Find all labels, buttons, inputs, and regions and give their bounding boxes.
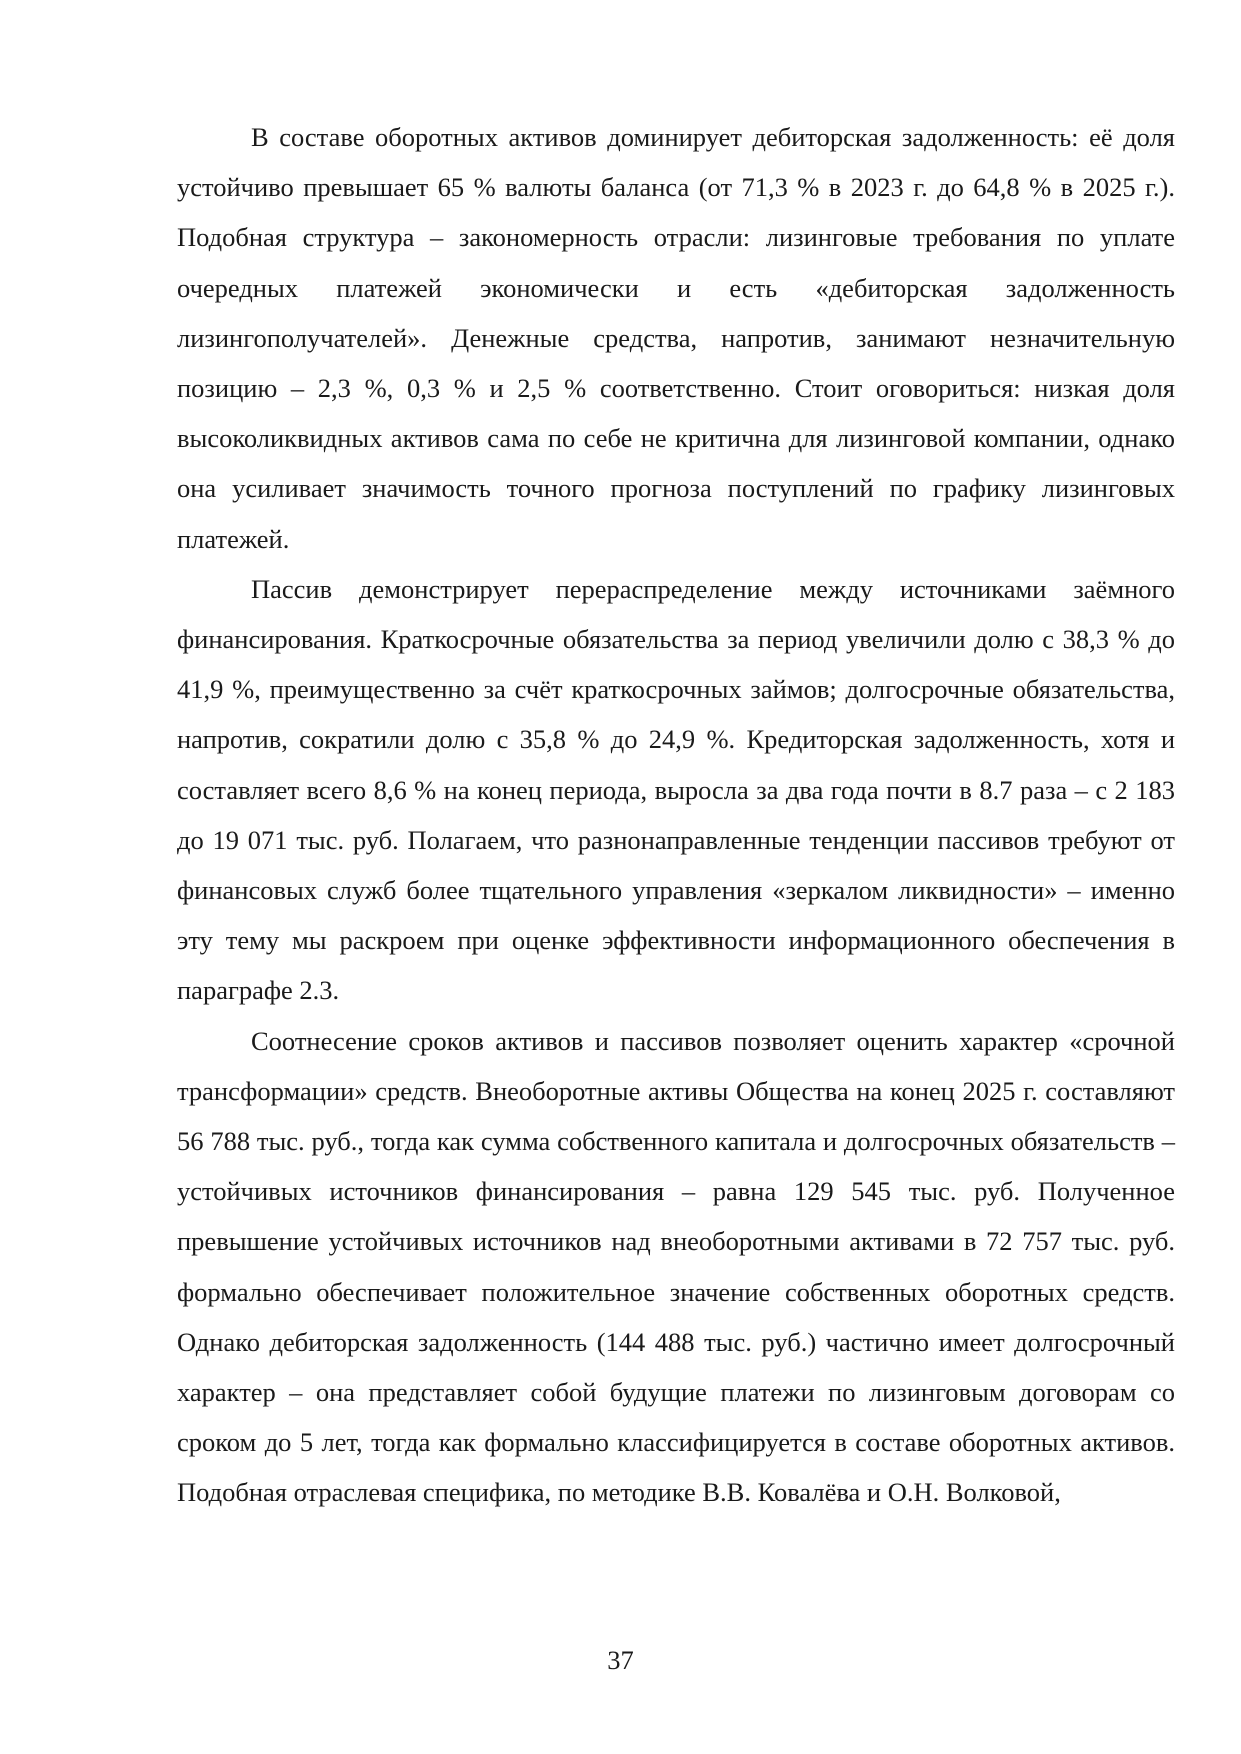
paragraph-2: Пассив демонстрирует перераспределение между источниками заёмного финансирования. Краткосрочные обязательства за период увеличили долю с 38,3 % до 41,9 %, преимущественно за счёт краткосрочных займов; долгосрочные обязательства, напротив, сократили долю с 35,8 % до 24,9 %. Кредиторская задолженность, хотя и составляет всего 8,6 % на конец периода, выросла за два года почти в 8.7 раза – с 2 183 до 19 071 тыс. руб. Полагаем, что разнонаправленные тенденции пассивов требуют от финансовых служб более тщательного управления «зеркалом ликвидности» – именно эту тему мы раскроем при оценке эффективности информационного обеспечения в параграфе 2.3. [177,573,1175,1006]
page-number: 37 [607,1645,634,1675]
body-text [177,112,1175,1518]
paragraph-1: В составе оборотных активов доминирует дебиторская задолженность: её доля устойчиво превышает 65 % валюты баланса (от 71,3 % в 2023 г. до 64,8 % в 2025 г.). Подобная структура – закономерность отрасли: лизинговые требования по уплате очередных платежей экономически и есть «дебиторская задолженность лизингополучателей». Денежные средства, напротив, занимают незначительную позицию – 2,3 %, 0,3 % и 2,5 % соответственно. Стоит оговориться: низкая доля высоколиквидных активов сама по себе не критична для лизинговой компании, однако она усиливает значимость точного прогноза поступлений по графику лизинговых платежей. [177,122,1175,554]
paragraph-3: Соотнесение сроков активов и пассивов позволяет оценить характер «срочной трансформации» средств. Внеоборотные активы Общества на конец 2025 г. составляют 56 788 тыс. руб., тогда как сумма собственного капитала и долгосрочных обязательств – устойчивых источников финансирования – равна 129 545 тыс. руб. Полученное превышение устойчивых источников над внеоборотными активами в 72 757 тыс. руб. формально обеспечивает положительное значение собственных оборотных средств. Однако дебиторская задолженность (144 488 тыс. руб.) частично имеет долгосрочный характер – она представляет собой будущие платежи по лизинговым договорам со сроком до 5 лет, тогда как формально классифицируется в составе оборотных активов. Подобная отраслевая специфика, по методике В.В. Ковалёва и О.Н. Волковой, [177,1025,1175,1508]
